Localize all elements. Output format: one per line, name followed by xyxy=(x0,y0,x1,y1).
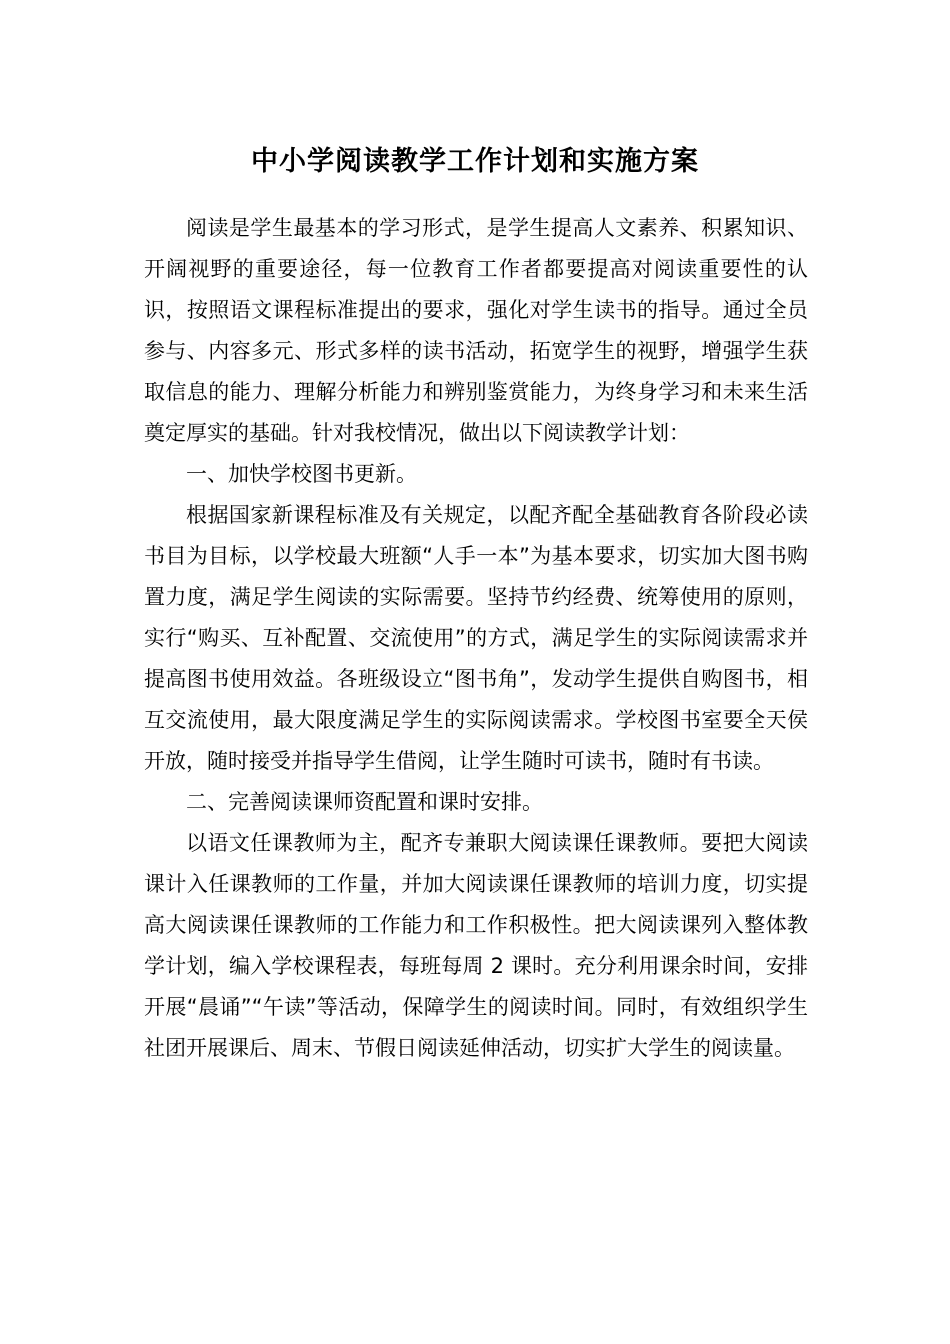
paragraph-intro: 阅读是学生最基本的学习形式，是学生提高人文素养、积累知识、开阔视野的重要途径，每一位教育工作者都要提高对阅读重要性的认识，按照语文课程标准提出的要求，强化对学生读书的指导。通过全员参与、内容多元、形式多样的读书活动，拓宽学生的视野，增强学生获取信息的能力、理解分析能力和辨别鉴赏能力，为终身学习和未来生活奠定厚实的基础。针对我校情况，做出以下阅读教学计划： xyxy=(144,216,808,445)
document-title: 中小学阅读教学工作计划和实施方案 xyxy=(251,146,699,177)
paragraph-section-2: 以语文任课教师为主，配齐专兼职大阅读课任课教师。要把大阅读课计入任课教师的工作量，并加大阅读课任课教师的培训力度，切实提高大阅读课任课教师的工作能力和工作积极性。把大阅读课列入整体教学计划，编入学校课程表，每班每周 2 课时。充分利用课余时间，安排开展“晨诵”“午读”等活动，保障学生的阅读时间。同时，有效组织学生社团开展课后、周末、节假日阅读延伸活动，切实扩大学生的阅读量。 xyxy=(144,831,808,1060)
document-body xyxy=(144,208,808,1069)
paragraph-section-1: 根据国家新课程标准及有关规定，以配齐配全基础教育各阶段必读书目为目标，以学校最大班额“人手一本”为基本要求，切实加大图书购置力度，满足学生阅读的实际需要。坚持节约经费、统筹使用的原则，实行“购买、互补配置、交流使用”的方式，满足学生的实际阅读需求并提高图书使用效益。各班级设立“图书角”，发动学生提供自购图书，相互交流使用，最大限度满足学生的实际阅读需求。学校图书室要全天侯开放，随时接受并指导学生借阅，让学生随时可读书，随时有书读。 xyxy=(144,503,808,773)
section-heading-1: 一、加快学校图书更新。 xyxy=(186,462,417,486)
section-heading-2: 二、完善阅读课师资配置和课时安排。 xyxy=(186,790,543,814)
